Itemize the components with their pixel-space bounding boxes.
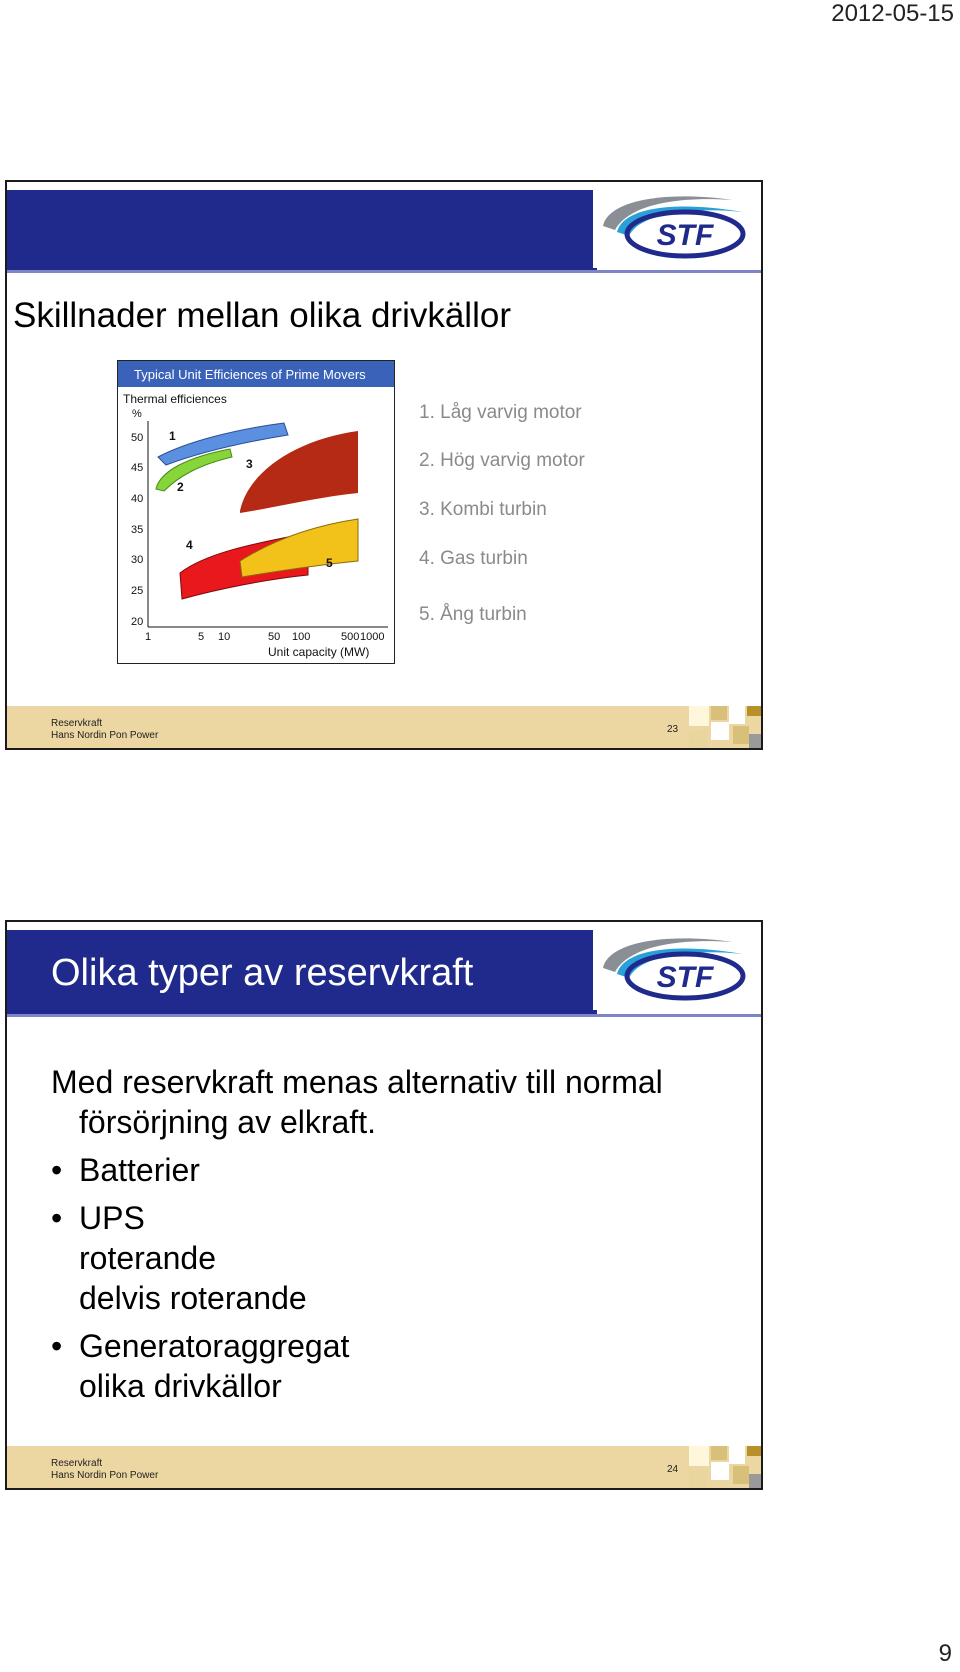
slide-24 bbox=[5, 920, 763, 1490]
footer-topic: Reservkraft bbox=[51, 1458, 103, 1469]
bullet-item bbox=[51, 1150, 751, 1190]
y-tick-label: 45 bbox=[131, 462, 144, 474]
x-tick-label: 1 bbox=[145, 631, 152, 643]
legend-item: 3. Kombi turbin bbox=[419, 499, 547, 520]
legend-item: 5. Ång turbin bbox=[419, 604, 527, 625]
bullet-item bbox=[51, 1326, 751, 1406]
bullet-dot: • bbox=[51, 1200, 63, 1236]
figure-caption: Typical Unit Efficiences of Prime Movers bbox=[134, 367, 366, 382]
logo-text: STF bbox=[656, 219, 714, 252]
stf-logo bbox=[593, 928, 761, 1010]
slide-footer bbox=[7, 1446, 761, 1488]
slide-number: 23 bbox=[667, 724, 679, 735]
y-tick-label: 40 bbox=[131, 493, 144, 505]
footer-author: Hans Nordin Pon Power bbox=[51, 730, 159, 741]
bullet-subline: roterande bbox=[79, 1240, 216, 1276]
footer-author: Hans Nordin Pon Power bbox=[51, 1470, 159, 1481]
y-tick-label: 35 bbox=[131, 524, 144, 536]
x-tick-label: 10 bbox=[218, 631, 231, 643]
bullet-item bbox=[51, 1198, 751, 1318]
y-tick-label: 50 bbox=[131, 432, 144, 444]
y-axis-unit: % bbox=[132, 408, 142, 420]
y-axis-title: Thermal efficiences bbox=[123, 392, 227, 406]
x-tick-label: 50 bbox=[268, 631, 281, 643]
page-number: 9 bbox=[938, 1640, 952, 1667]
region-label: 3 bbox=[246, 457, 253, 471]
intro-text-continued: försörjning av elkraft. bbox=[79, 1104, 377, 1140]
page-date: 2012-05-15 bbox=[831, 0, 954, 27]
header-divider bbox=[7, 1014, 761, 1017]
footer-decoration bbox=[689, 1446, 761, 1488]
slide-body bbox=[51, 1062, 751, 1406]
region-label: 5 bbox=[326, 556, 333, 570]
x-tick-label: 500 bbox=[341, 631, 360, 643]
bullet-text: Batterier bbox=[79, 1152, 200, 1188]
region-label: 4 bbox=[186, 538, 193, 552]
footer-topic: Reservkraft bbox=[51, 718, 103, 729]
x-tick-label: 100 bbox=[292, 631, 311, 643]
header-band bbox=[7, 190, 597, 270]
bullet-dot: • bbox=[51, 1328, 63, 1364]
slide-footer bbox=[7, 706, 761, 748]
bullet-dot: • bbox=[51, 1152, 63, 1188]
y-tick-label: 20 bbox=[131, 616, 144, 628]
intro-text: Med reservkraft menas alternativ till normal bbox=[51, 1064, 663, 1100]
y-tick-label: 25 bbox=[131, 585, 144, 597]
bullet-text: UPS bbox=[79, 1200, 145, 1236]
logo-text: STF bbox=[656, 961, 714, 994]
legend-item: 2. Hög varvig motor bbox=[419, 450, 585, 471]
x-axis-title: Unit capacity (MW) bbox=[268, 645, 370, 659]
slide-number: 24 bbox=[667, 1464, 679, 1475]
legend-item: 1. Låg varvig motor bbox=[419, 402, 582, 423]
efficiency-figure bbox=[117, 360, 395, 664]
bullet-subline: olika drivkällor bbox=[79, 1368, 282, 1404]
slide-23 bbox=[5, 180, 763, 750]
x-tick-label: 1000 bbox=[360, 631, 385, 643]
slide-title: Skillnader mellan olika drivkällor bbox=[13, 296, 511, 335]
bullet-text: Generatoraggregat bbox=[79, 1328, 350, 1364]
header-divider bbox=[7, 270, 761, 273]
y-tick-label: 30 bbox=[131, 554, 144, 566]
legend-item: 4. Gas turbin bbox=[419, 548, 528, 569]
footer-decoration bbox=[689, 706, 761, 748]
slide-title: Olika typer av reservkraft bbox=[51, 952, 474, 994]
region-label: 2 bbox=[177, 480, 184, 494]
x-tick-label: 5 bbox=[198, 631, 205, 643]
region-combined-turbine bbox=[240, 431, 358, 513]
stf-logo bbox=[593, 186, 761, 268]
region-label: 1 bbox=[169, 429, 176, 443]
bullet-subline: delvis roterande bbox=[79, 1280, 307, 1316]
